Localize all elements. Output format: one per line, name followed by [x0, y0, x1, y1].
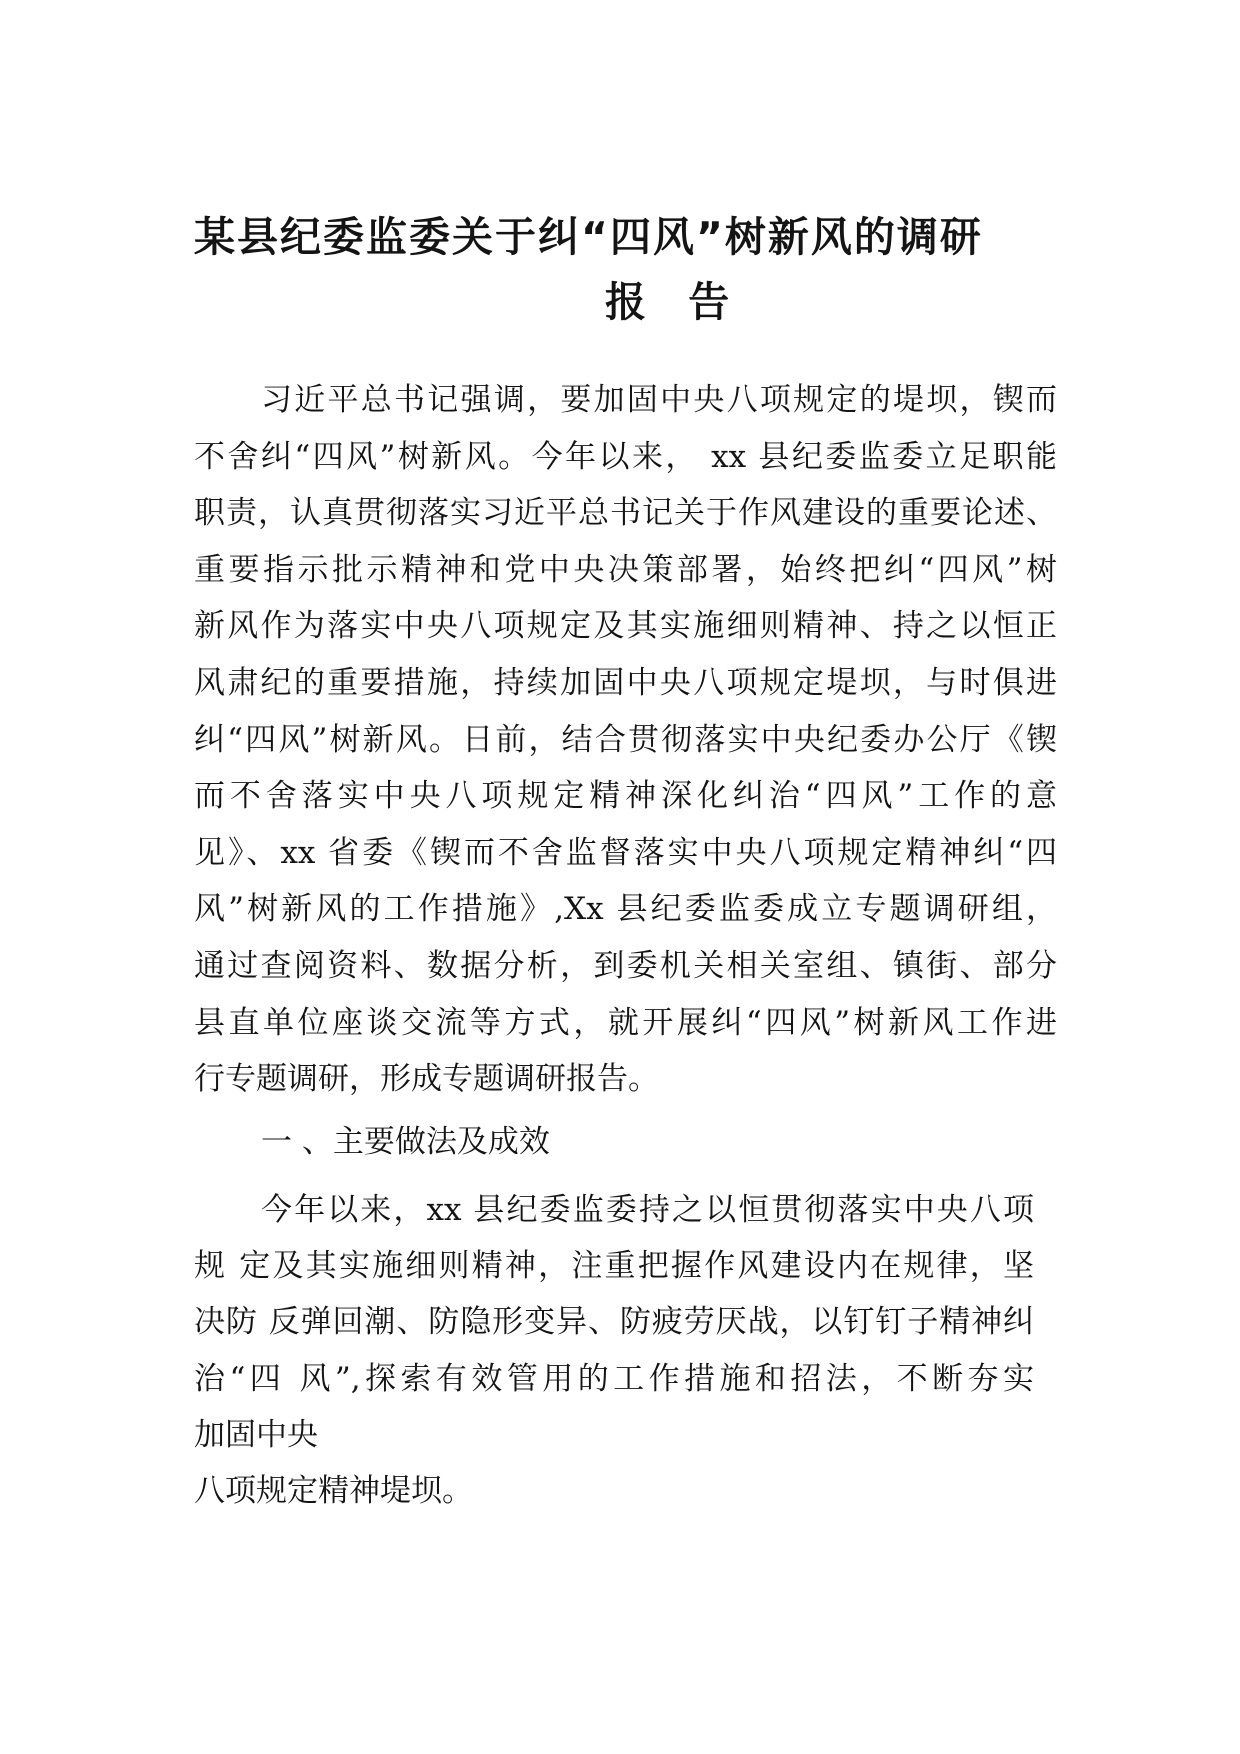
paragraph-line: 县直单位座谈交流等方式，就开展纠“四风”树新风工作进: [194, 1004, 1057, 1041]
paragraph-line: 而不舍落实中央八项规定精神深化纠治“四风”工作的意: [194, 778, 1057, 815]
paragraph-line: 纠“四风”树新风。日前，结合贯彻落实中央纪委办公厅《锲: [194, 721, 1057, 758]
paragraph-line: 习近平总书记强调，要加固中央八项规定的堤坝，锲而: [261, 382, 1057, 418]
body-paragraph-1: [194, 372, 1057, 1108]
paragraph-line: 风肃纪的重要措施，持续加固中央八项规定堤坝，与时俱进: [194, 664, 1057, 701]
paragraph-line: 新风作为落实中央八项规定及其实施细则精神、持之以恒正: [194, 608, 1057, 645]
document-title-line-2: 报 告: [605, 278, 744, 326]
paragraph-line: 决防 反弹回潮、防隐形变异、防疲劳厌战，以钉钉子精神纠: [194, 1304, 1034, 1341]
paragraph-line: 八项规定精神堤坝。: [194, 1472, 473, 1509]
paragraph-line: 风”树新风的工作措施》,Xx 县纪委监委成立专题调研组，: [194, 891, 1057, 928]
document-title-line-1: 某县纪委监委关于纠“四风”树新风的调研: [194, 213, 983, 261]
paragraph-line: 通过查阅资料、数据分析，到委机关相关室组、镇街、部分: [194, 947, 1057, 984]
paragraph-line: 治“四 风”,探索有效管用的工作措施和招法，不断夯实: [194, 1360, 1034, 1397]
paragraph-line: 今年以来，xx 县纪委监委持之以恒贯彻落实中央八项: [261, 1192, 1034, 1228]
paragraph-line: 规 定及其实施细则精神，注重把握作风建设内在规律，坚: [194, 1248, 1034, 1285]
paragraph-line: 不舍纠“四风”树新风。今年以来， xx 县纪委监委立足职能: [194, 438, 1057, 475]
body-paragraph-2: [194, 1182, 1034, 1519]
section-heading-text: 一 、主要做法及成效: [261, 1124, 550, 1160]
paragraph-line: 重要指示批示精神和党中央决策部署，始终把纠“四风”树: [194, 551, 1057, 588]
document-title: [194, 205, 1057, 335]
paragraph-line: 行专题调研，形成专题调研报告。: [194, 1061, 659, 1098]
paragraph-line: 职责，认真贯彻落实习近平总书记关于作风建设的重要论述、: [194, 495, 1057, 532]
paragraph-line: 加固中央: [194, 1416, 318, 1453]
paragraph-line: 见》、xx 省委《锲而不舍监督落实中央八项规定精神纠“四: [194, 834, 1057, 871]
section-heading: [194, 1114, 1057, 1171]
